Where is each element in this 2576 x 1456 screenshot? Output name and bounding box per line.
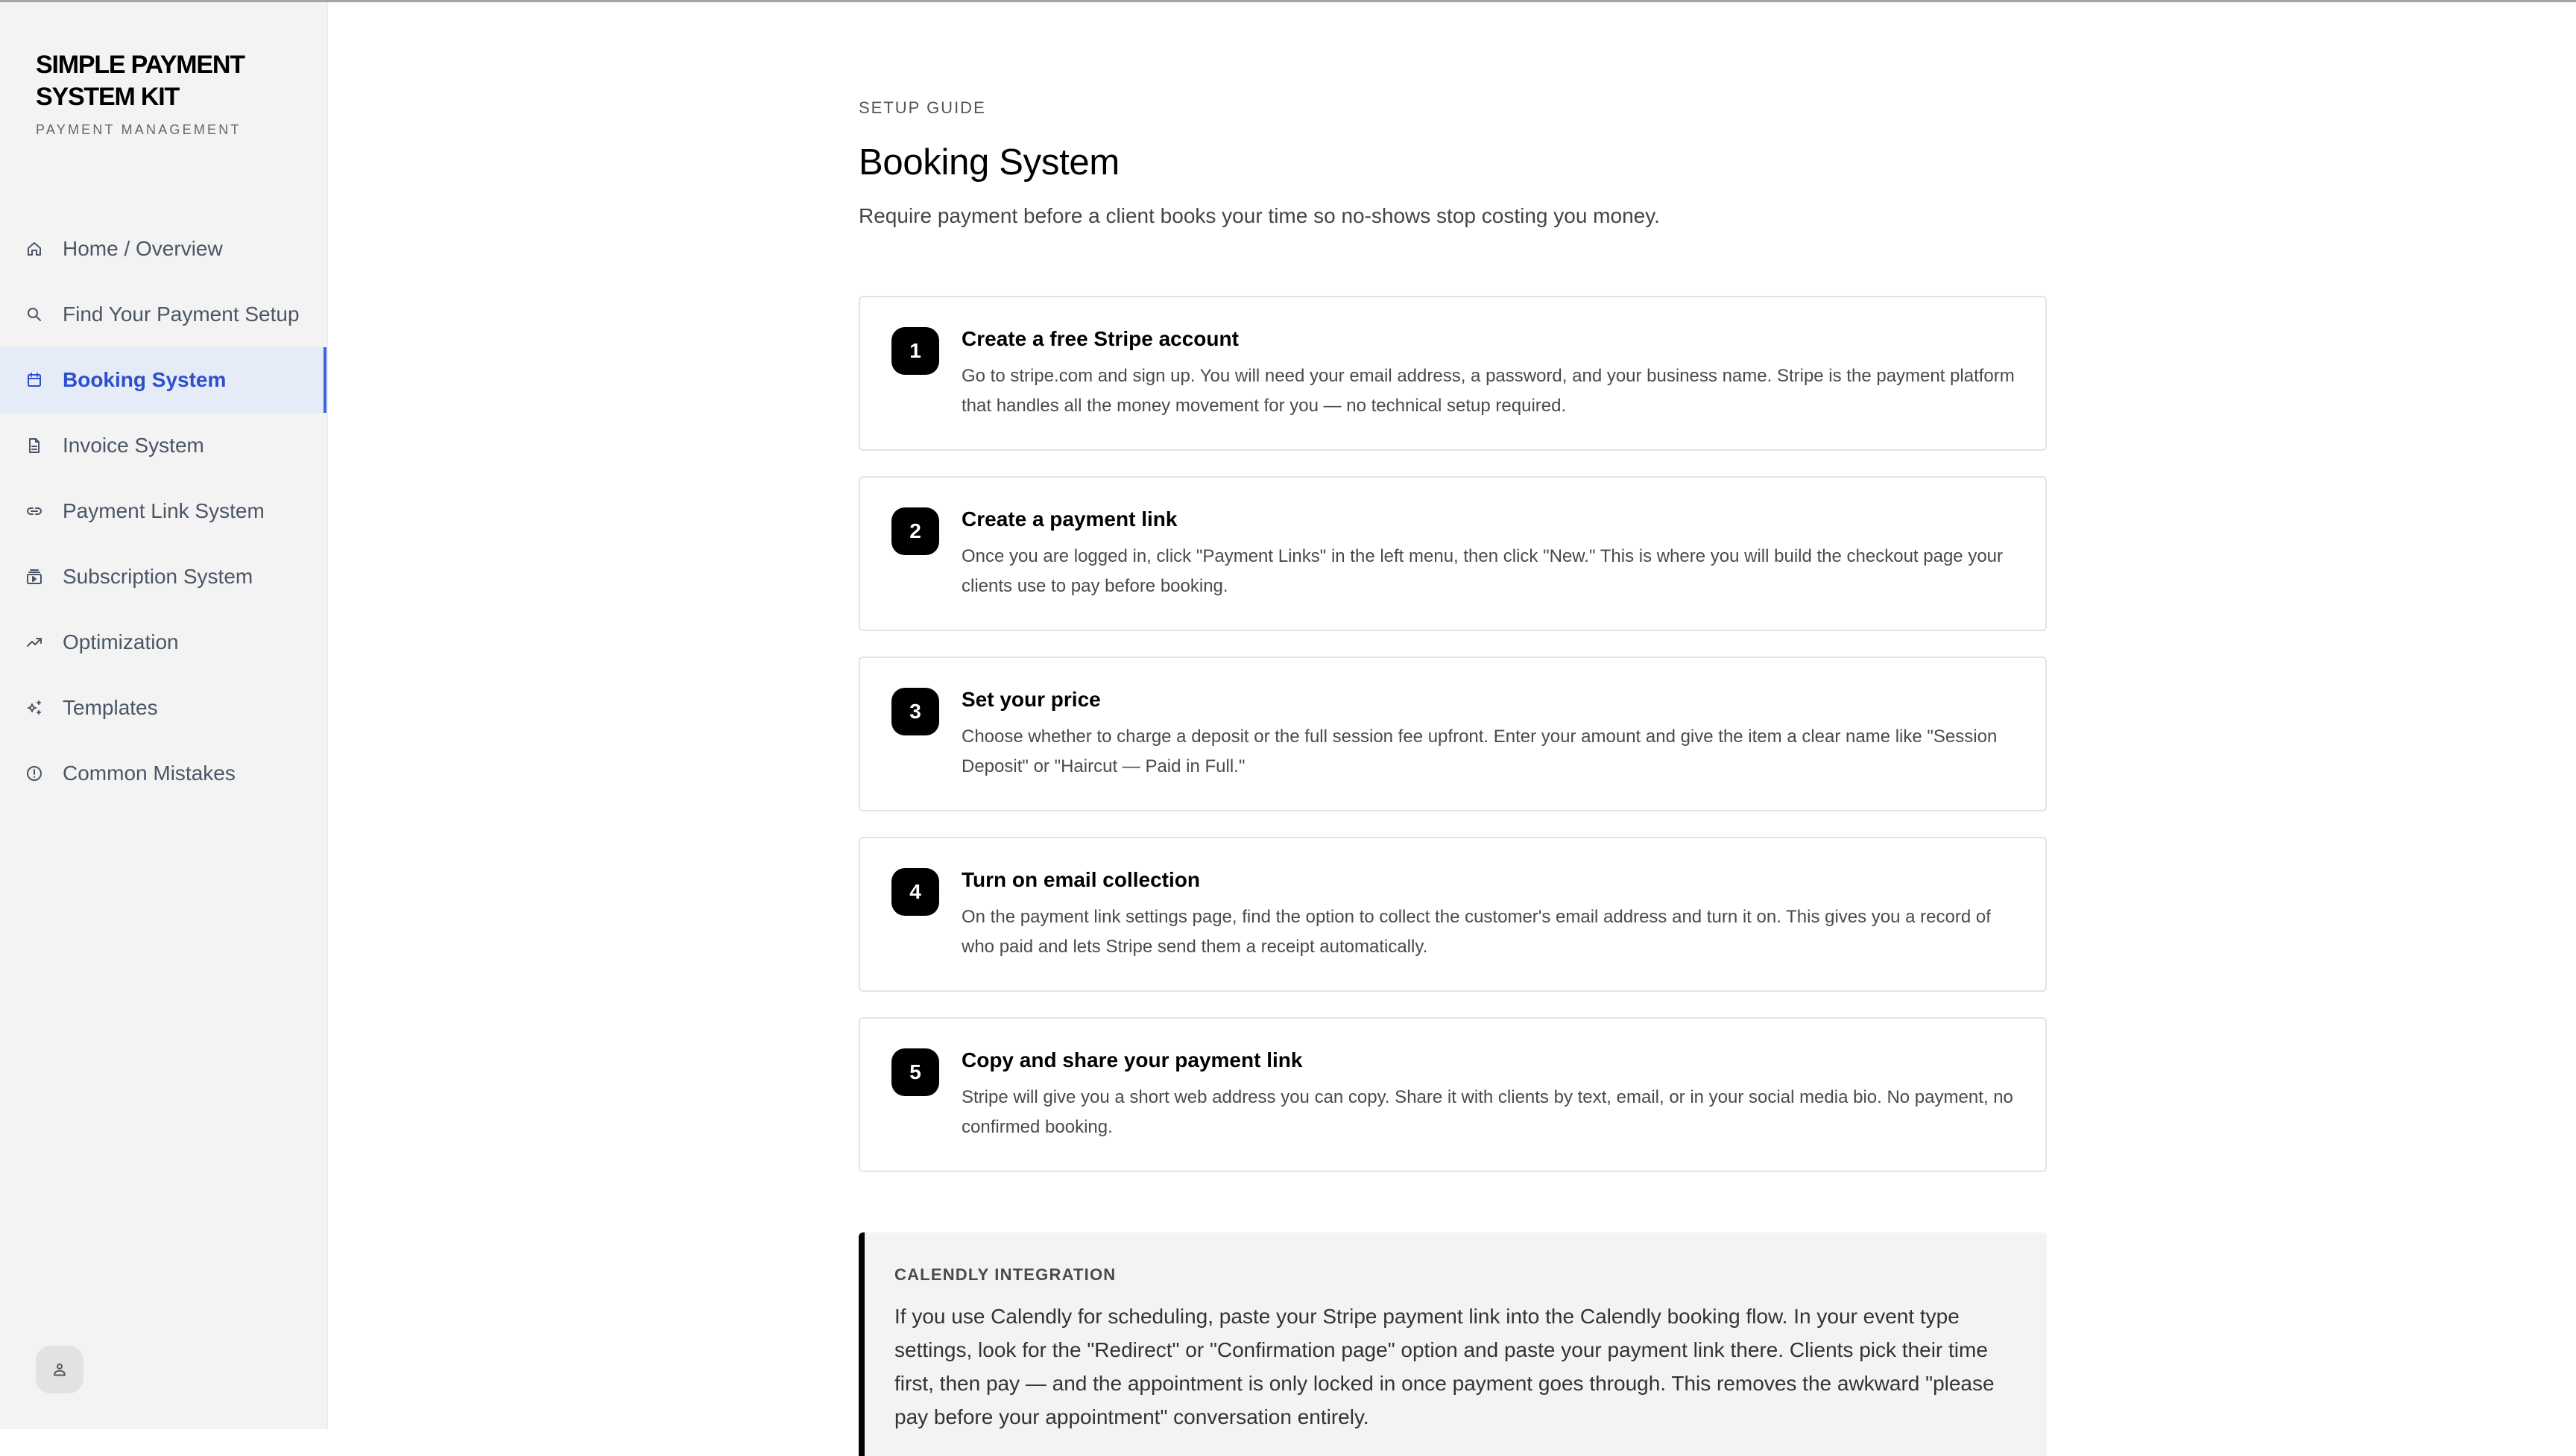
user-account-button[interactable]	[36, 1346, 83, 1393]
sidebar-item-label: Home / Overview	[63, 237, 223, 260]
step-title: Set your price	[962, 688, 1101, 711]
step-title: Create a payment link	[962, 507, 1178, 531]
step-card	[859, 837, 2047, 992]
section-eyebrow: SETUP GUIDE	[859, 98, 986, 117]
home-icon	[25, 240, 43, 258]
sidebar-item-label: Subscription System	[63, 565, 253, 588]
step-card	[859, 476, 2047, 631]
sidebar-item-find-setup[interactable]	[0, 282, 328, 347]
calendar-icon	[25, 371, 43, 389]
brand-title: SIMPLE PAYMENT SYSTEM KIT	[36, 51, 244, 111]
trending-up-icon	[25, 633, 43, 651]
step-card	[859, 1017, 2047, 1172]
alert-circle-icon	[25, 765, 43, 782]
step-number-badge: 2	[891, 507, 939, 555]
step-description: On the payment link settings page, find the option to collect the customer's email address and turn it on. This gives you a record of who paid and lets Stripe send them a receipt automatically.	[962, 907, 1991, 957]
document-icon	[25, 437, 43, 455]
window-top-border	[0, 0, 2576, 2]
sidebar-item-label: Optimization	[63, 630, 179, 653]
user-icon	[52, 1362, 67, 1377]
callout-label: CALENDLY INTEGRATION	[894, 1265, 1117, 1284]
sidebar-item-booking-system[interactable]	[0, 347, 328, 413]
step-number-badge: 5	[891, 1048, 939, 1096]
link-icon	[25, 502, 43, 520]
sidebar-item-optimization[interactable]	[0, 610, 328, 675]
calendly-integration-callout	[859, 1232, 2047, 1456]
sidebar-nav	[0, 216, 328, 806]
sparkles-icon	[25, 699, 43, 717]
subscription-icon	[25, 568, 43, 586]
sidebar-item-label: Booking System	[63, 368, 227, 391]
sidebar-item-subscription-system[interactable]	[0, 544, 328, 610]
sidebar-item-label: Invoice System	[63, 434, 204, 457]
sidebar-item-label: Payment Link System	[63, 499, 265, 522]
brand-subtitle: PAYMENT MANAGEMENT	[36, 122, 242, 137]
sidebar-item-label: Find Your Payment Setup	[63, 303, 300, 326]
step-description: Stripe will give you a short web address you can copy. Share it with clients by text, email, or in your social media bio. No payment, no confirmed booking.	[962, 1087, 2013, 1137]
setup-steps	[859, 296, 2047, 1197]
step-description: Go to stripe.com and sign up. You will need your email address, a password, and your business name. Stripe is the payment platform that handles all the money movement for you — no technical setup required.	[962, 366, 2015, 416]
step-title: Copy and share your payment link	[962, 1048, 1303, 1072]
sidebar-item-invoice-system[interactable]	[0, 413, 328, 478]
step-number-badge: 1	[891, 327, 939, 375]
step-number-badge: 4	[891, 868, 939, 916]
sidebar-item-home[interactable]	[0, 216, 328, 282]
sidebar-item-label: Common Mistakes	[63, 762, 236, 785]
sidebar-item-templates[interactable]	[0, 675, 328, 741]
step-description: Once you are logged in, click "Payment Links" in the left menu, then click "New." This is where you will build the checkout page your clients use to pay before booking.	[962, 546, 2004, 596]
step-card	[859, 656, 2047, 811]
sidebar-item-common-mistakes[interactable]	[0, 741, 328, 806]
step-card	[859, 296, 2047, 451]
callout-body: If you use Calendly for scheduling, paste your Stripe payment link into the Calendly booking flow. In your event type settings, look for the "Redirect" or "Confirmation page" option and paste your payment link there. Clients pick their time first, then pay — and the appointment is only locked in once payment goes through. This removes the awkward "please pay before your appointment" conversation entirely.	[894, 1305, 1995, 1428]
sidebar	[0, 0, 328, 1429]
brand	[36, 49, 312, 138]
sidebar-item-label: Templates	[63, 696, 158, 719]
step-title: Turn on email collection	[962, 868, 1200, 891]
page-title: Booking System	[859, 142, 1120, 183]
step-description: Choose whether to charge a deposit or the full session fee upfront. Enter your amount and give the item a clear name like "Session Deposit" or "Haircut — Paid in Full."	[962, 727, 1998, 776]
page-subtitle: Require payment before a client books your time so no-shows stop costing you money.	[859, 204, 1660, 227]
step-number-badge: 3	[891, 688, 939, 735]
step-title: Create a free Stripe account	[962, 327, 1239, 350]
sidebar-item-payment-link-system[interactable]	[0, 478, 328, 544]
search-icon	[25, 306, 43, 323]
